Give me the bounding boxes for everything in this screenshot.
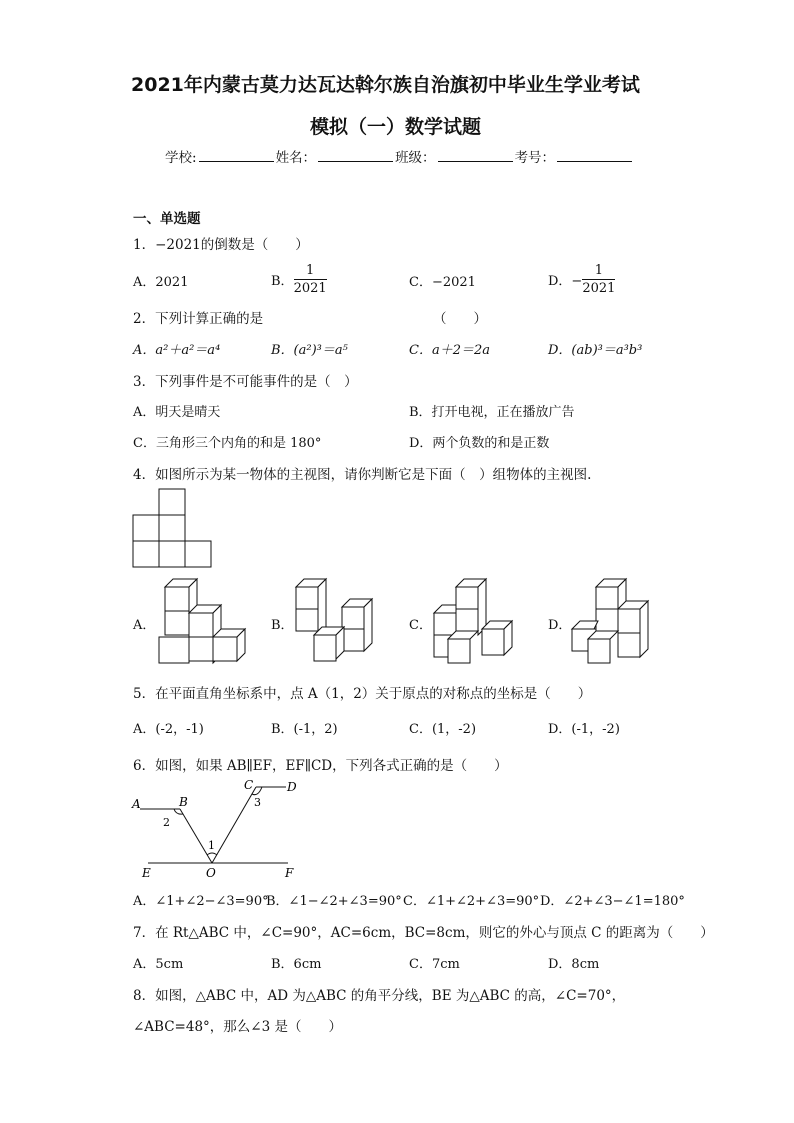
title-line-2: 模拟（一）数学试题	[310, 116, 482, 138]
q4-stem: 4．如图所示为某一物体的主视图，请你判断它是下面（ ）组物体的主视图.	[133, 467, 592, 483]
q6-option-a: A．∠1+∠2−∠3=90°	[133, 894, 269, 909]
school-label: 学校:	[165, 150, 197, 166]
q4-option-a-figure	[153, 577, 249, 667]
q4-option-d-label: D．	[548, 618, 572, 633]
id-blank[interactable]	[557, 149, 632, 162]
q5-option-d: D．(-1，-2)	[548, 722, 620, 737]
q6-stem: 6．如图，如果 AB∥EF，EF∥CD，下列各式正确的是（ ）	[133, 758, 508, 774]
q5-option-c: C．(1，-2)	[409, 722, 477, 737]
q5-stem: 5．在平面直角坐标系中，点 A（1，2）关于原点的对称点的坐标是（ ）	[133, 686, 592, 702]
section-heading: 一、单选题	[133, 211, 201, 227]
q7-option-c: C．7cm	[409, 957, 460, 972]
name-label: 姓名：	[275, 150, 317, 166]
q7-option-a: A．5cm	[133, 957, 184, 972]
q7-option-d: D．8cm	[548, 957, 600, 972]
name-blank[interactable]	[318, 149, 393, 162]
q2-option-b: B．(a²)³＝a⁵	[271, 343, 348, 358]
q1-stem: 1．−2021的倒数是（ ）	[133, 237, 309, 253]
q3-option-c: C．三角形三个内角的和是 180°	[133, 436, 322, 451]
q6-label-d: D	[287, 780, 297, 794]
q6-label-b: B	[179, 795, 188, 809]
q4-option-c-figure	[430, 577, 520, 667]
q5-option-b: B．(-1，2)	[271, 722, 338, 737]
q6-option-b: B．∠1−∠2+∠3=90°	[266, 894, 402, 909]
q8-stem-line-1: 8．如图，△ABC 中，AD 为△ABC 的角平分线，BE 为△ABC 的高，∠C=70°，	[133, 988, 626, 1004]
q2-paren: （ ）	[433, 311, 487, 327]
class-label: 班级：	[395, 150, 436, 166]
q3-option-a: A．明天是晴天	[133, 405, 221, 420]
q4-option-b-figure	[292, 577, 378, 667]
q6-label-e: E	[142, 866, 151, 880]
q6-angle-3: 3	[254, 796, 261, 809]
q1-option-b: B． $\frac{1}{2021}$	[271, 263, 327, 296]
q2-option-a: A．a²＋a²＝a⁴	[133, 343, 221, 358]
id-label: 考号：	[514, 150, 556, 166]
q2-option-c: C．a＋2＝2a	[409, 343, 490, 358]
q4-front-view-figure	[130, 488, 214, 570]
q6-label-o: O	[206, 866, 216, 880]
q7-stem: 7．在 Rt△ABC 中，∠C=90°，AC=6cm，BC=8cm，则它的外心与顶点 C 的距离为（ ）	[133, 925, 714, 941]
q6-angle-1: 1	[208, 839, 215, 852]
school-blank[interactable]	[199, 149, 274, 162]
q6-parallel-lines-figure	[128, 775, 313, 880]
q3-stem: 3．下列事件是不可能事件的是（ ）	[133, 374, 358, 390]
q4-option-a-label: A．	[133, 618, 156, 633]
q7-option-b: B．6cm	[271, 957, 322, 972]
q1-option-c: C．−2021	[409, 275, 476, 290]
q2-option-d: D．(ab)³＝a³b³	[548, 343, 643, 358]
q6-option-c: C．∠1+∠2+∠3=90°	[403, 894, 540, 909]
q6-label-a: A	[132, 797, 141, 811]
q4-option-c-label: C．	[409, 618, 432, 633]
info-fields	[165, 146, 634, 166]
q1-option-d: D．− $\frac{1}{2021}$	[548, 263, 616, 296]
q2-stem: 2．下列计算正确的是	[133, 311, 264, 327]
q8-stem-line-2: ∠ABC=48°，那么∠3 是（ ）	[133, 1019, 342, 1035]
q4-option-d-figure	[568, 577, 658, 667]
q5-option-a: A．(-2，-1)	[133, 722, 204, 737]
q4-option-b-label: B．	[271, 618, 294, 633]
q3-option-b: B．打开电视，正在播放广告	[409, 405, 575, 420]
q3-option-d: D．两个负数的和是正数	[409, 436, 550, 451]
q1-option-a: A．2021	[133, 275, 189, 290]
q6-label-f: F	[285, 866, 294, 880]
q6-option-d: D．∠2+∠3−∠1=180°	[540, 894, 685, 909]
q6-angle-2: 2	[163, 816, 170, 829]
title-line-1: 2021年内蒙古莫力达瓦达斡尔族自治旗初中毕业生学业考试	[131, 74, 640, 96]
class-blank[interactable]	[438, 149, 513, 162]
q6-label-c: C	[244, 778, 254, 792]
